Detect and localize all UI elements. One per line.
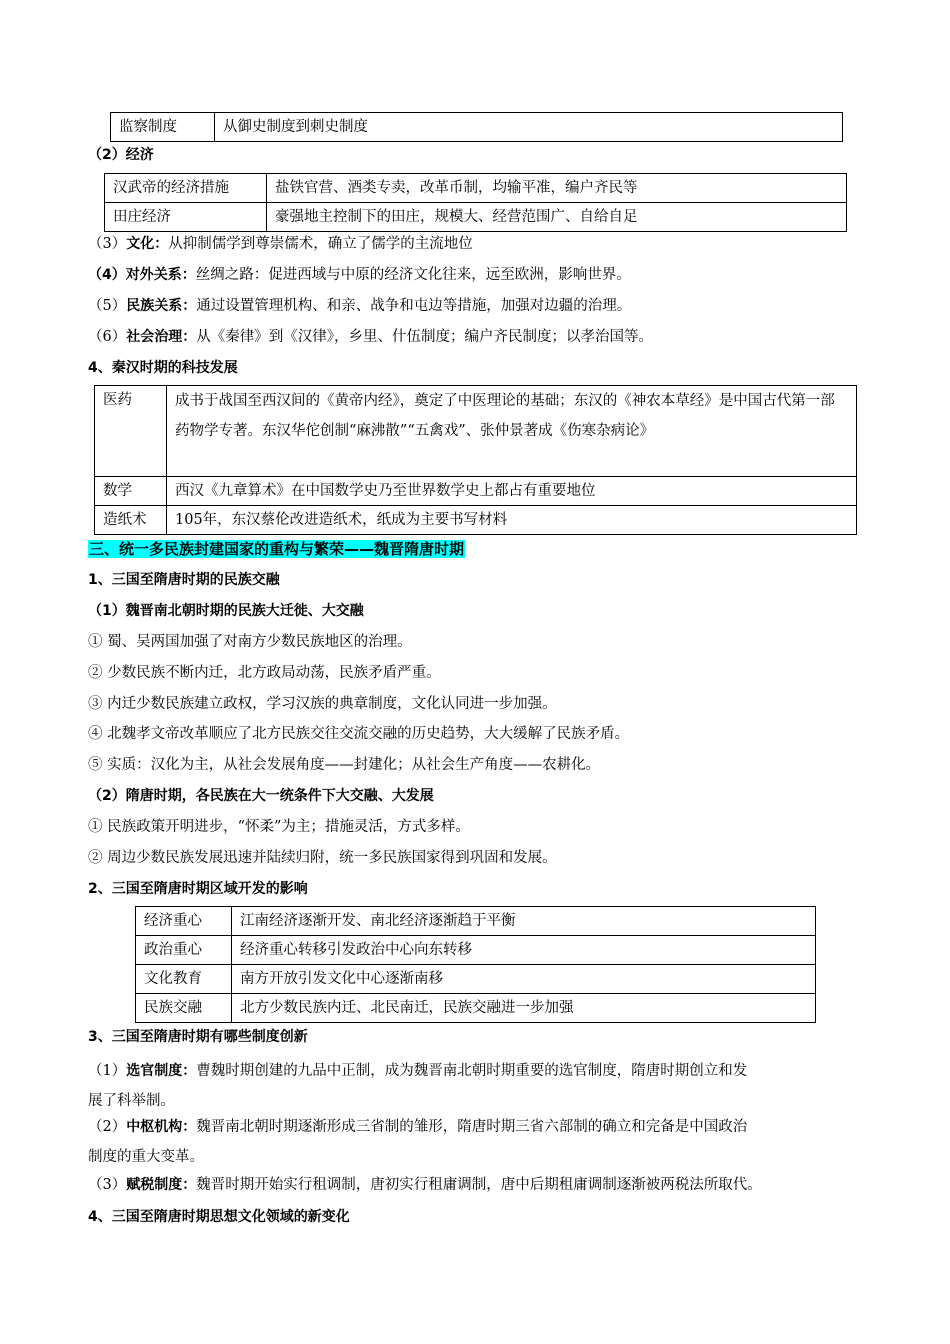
- list-item: ⑤ 实质：汉化为主，从社会发展角度——封建化；从社会生产角度——农耕化。: [88, 757, 601, 773]
- list-item: ① 民族政策开明进步，“怀柔”为主；措施灵活，方式多样。: [88, 819, 470, 835]
- table-cell: 造纸术: [95, 506, 167, 535]
- item-label: 社会治理：: [126, 329, 197, 345]
- table-cell: 政治重心: [136, 936, 232, 965]
- heading-regional-development: 2、三国至隋唐时期区域开发的影响: [88, 881, 308, 897]
- item-label: 文化：: [126, 236, 169, 252]
- item-ethnic-relations: [88, 295, 631, 317]
- item-text-line1: 曹魏时期创建的九品中正制，成为魏晋南北朝时期重要的选官制度，隋唐时期创立和发: [196, 1063, 748, 1079]
- item-number: （2）: [88, 1119, 127, 1135]
- table-row: [136, 994, 816, 1023]
- table-cell: 江南经济逐渐开发、南北经济逐渐趋于平衡: [232, 907, 816, 936]
- table-cell: 南方开放引发文化中心逐渐南移: [232, 965, 816, 994]
- item-text-line1: 魏晋时期开始实行租调制，唐初实行租庸调制，唐中后期租庸调制逐渐被两税法所取代。: [196, 1177, 762, 1193]
- table-cell: 数学: [95, 477, 167, 506]
- heading-thought-culture: 4、三国至隋唐时期思想文化领域的新变化: [88, 1209, 350, 1225]
- item-label: 选官制度：: [126, 1063, 197, 1079]
- item-number: （5）: [88, 298, 127, 314]
- list-item: ① 蜀、吴两国加强了对南方少数民族地区的治理。: [88, 634, 412, 650]
- section-three-title: [88, 538, 465, 561]
- item-text: 从抑制儒学到尊崇儒术，确立了儒学的主流地位: [168, 236, 473, 252]
- science-table: [94, 385, 857, 535]
- table-cell: 文化教育: [136, 965, 232, 994]
- item-text-line2: 展了科举制。: [88, 1093, 175, 1109]
- list-item: ③ 内迁少数民族建立政权，学习汉族的典章制度，文化认同进一步加强。: [88, 696, 557, 712]
- table-row: [136, 965, 816, 994]
- item-text: 从《秦律》到《汉律》，乡里、什伍制度；编户齐民制度；以孝治国等。: [196, 329, 653, 345]
- heading-ethnic-fusion: 1、三国至隋唐时期的民族交融: [88, 572, 280, 588]
- institution-item-central-organ: [88, 1112, 747, 1172]
- table-cell: 西汉《九章算术》在中国数学史乃至世界数学史上都占有重要地位: [167, 477, 857, 506]
- table-row: [136, 936, 816, 965]
- table-cell: 盐铁官营、酒类专卖，改革币制，均输平准，编户齐民等: [267, 174, 847, 203]
- item-label: 赋税制度：: [126, 1177, 197, 1193]
- table-cell: 从御史制度到刺史制度: [215, 113, 843, 142]
- table-cell: 105年，东汉蔡伦改进造纸术，纸成为主要书写材料: [167, 506, 857, 535]
- table-cell: 北方少数民族内迁、北民南迁，民族交融进一步加强: [232, 994, 816, 1023]
- table-cell: 豪强地主控制下的田庄，规模大、经营范围广、自给自足: [267, 203, 847, 232]
- region-table: [135, 906, 816, 1023]
- institution-item-taxation: [88, 1174, 762, 1196]
- list-item: ② 周边少数民族发展迅速并陆续归附，统一多民族国家得到巩固和发展。: [88, 850, 557, 866]
- item-number: （4）: [88, 267, 126, 283]
- table-cell: 监察制度: [111, 113, 215, 142]
- table-row: [111, 113, 843, 142]
- table-row: [95, 506, 857, 535]
- table-row: [95, 477, 857, 506]
- item-label: 中枢机构：: [126, 1119, 197, 1135]
- heading-institutional-innovation: 3、三国至隋唐时期有哪些制度创新: [88, 1029, 308, 1045]
- list-item: ② 少数民族不断内迁，北方政局动荡，民族矛盾严重。: [88, 665, 441, 681]
- table-cell: 医药: [95, 386, 167, 477]
- item-text: 丝绸之路：促进西域与中原的经济文化往来，远至欧洲，影响世界。: [195, 267, 631, 283]
- item-text-line1: 魏晋南北朝时期逐渐形成三省制的雏形，隋唐时期三省六部制的确立和完备是中国政治: [196, 1119, 748, 1135]
- section-title-highlight: 三、统一多民族封建国家的重构与繁荣——魏晋隋唐时期: [89, 540, 465, 558]
- table-cell: 民族交融: [136, 994, 232, 1023]
- table-cell: 汉武帝的经济措施: [105, 174, 267, 203]
- item-number: （3）: [88, 236, 127, 252]
- item-label: 民族关系：: [126, 298, 197, 314]
- item-number: （6）: [88, 329, 127, 345]
- item-label: 对外关系：: [125, 267, 196, 283]
- list-item: ④ 北魏孝文帝改革顺应了北方民族交往交流交融的历史趋势，大大缓解了民族矛盾。: [88, 726, 630, 742]
- item-number: （1）: [88, 1063, 127, 1079]
- item-social-governance: [88, 326, 653, 348]
- item-foreign-relations: [88, 264, 631, 286]
- table-row: [136, 907, 816, 936]
- economy-table: [104, 173, 847, 232]
- table-cell: 经济重心: [136, 907, 232, 936]
- item-text: 通过设置管理机构、和亲、战争和屯边等措施，加强对边疆的治理。: [196, 298, 632, 314]
- subheading-sui-tang: （2）隋唐时期，各民族在大一统条件下大交融、大发展: [88, 788, 434, 804]
- supervision-table: [110, 112, 843, 142]
- subheading-wei-jin: （1）魏晋南北朝时期的民族大迁徙、大交融: [88, 603, 364, 619]
- table-cell: 经济重心转移引发政治中心向东转移: [232, 936, 816, 965]
- table-cell: 田庄经济: [105, 203, 267, 232]
- item-culture: [88, 233, 473, 255]
- table-cell: 成书于战国至西汉间的《黄帝内经》，奠定了中医理论的基础；东汉的《神农本草经》是中国古代第一部药物学专著。东汉华佗创制“麻沸散”“五禽戏”、张仲景著成《伤寒杂病论》: [167, 386, 857, 477]
- item-number: （3）: [88, 1177, 127, 1193]
- table-row: [105, 174, 847, 203]
- science-heading: 4、秦汉时期的科技发展: [88, 360, 238, 376]
- table-row: [105, 203, 847, 232]
- institution-item-official-selection: [88, 1056, 747, 1116]
- table-row: [95, 386, 857, 477]
- item-text-line2: 制度的重大变革。: [88, 1149, 204, 1165]
- economy-heading: （2）经济: [88, 147, 154, 163]
